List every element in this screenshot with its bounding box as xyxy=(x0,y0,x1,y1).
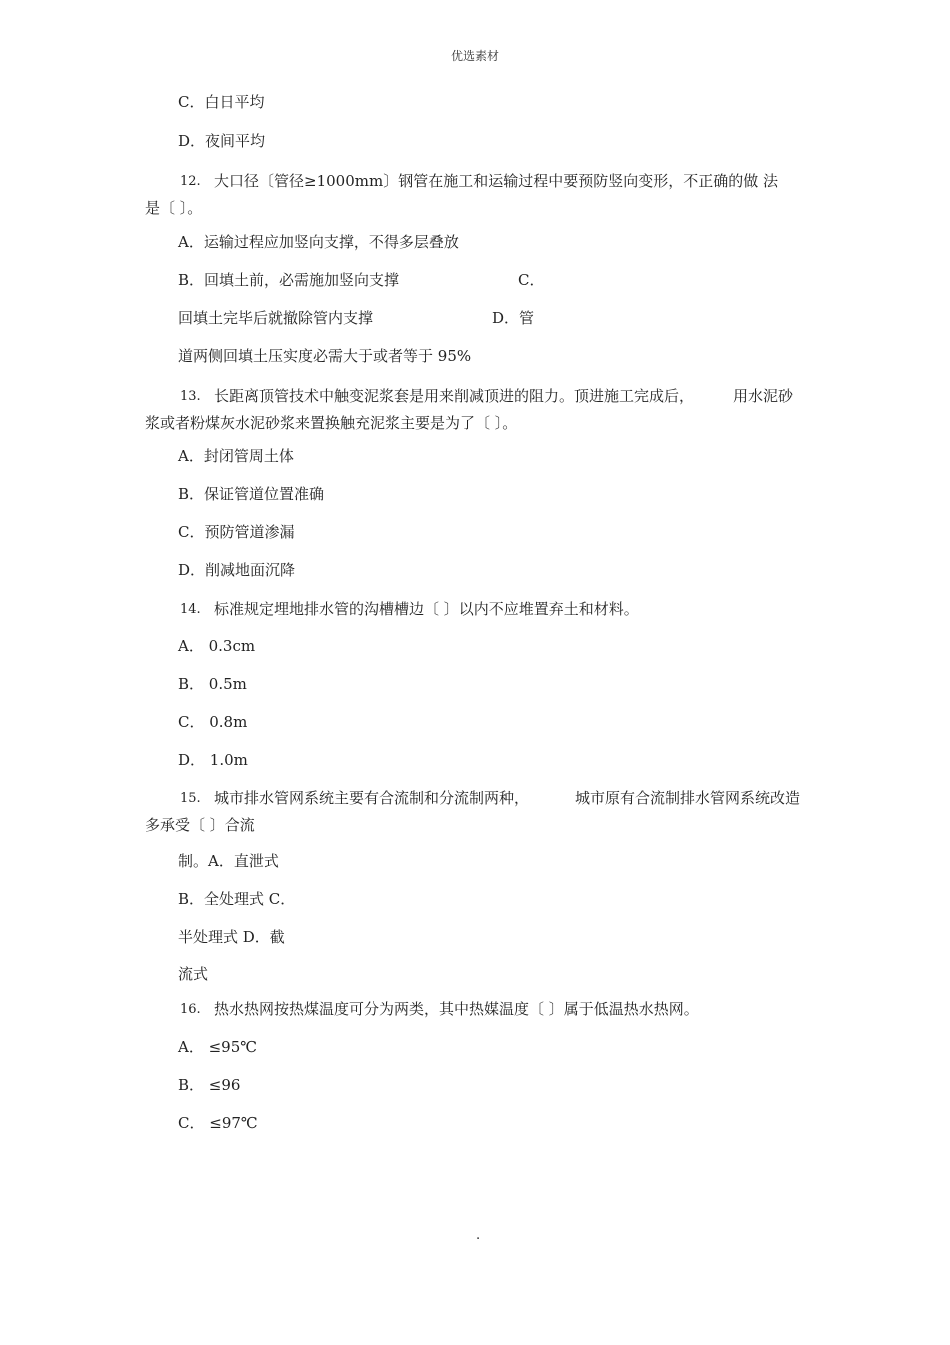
question-text: 城市原有合流制排水管网系统改造 xyxy=(575,789,801,807)
option-line: C．预防管道渗漏 xyxy=(178,523,295,541)
option-line: A．运输过程应加竖向支撑，不得多层叠放 xyxy=(178,233,459,251)
page-footer: . xyxy=(476,1228,481,1243)
option-line: C． ≤97℃ xyxy=(178,1114,258,1132)
option-line: C． xyxy=(518,271,545,289)
option-line: C． 0.8m xyxy=(178,713,248,731)
option-line: B． 0.5m xyxy=(178,675,247,693)
option-line: D． 1.0m xyxy=(178,751,248,769)
option-line: 制。A．直泄式 xyxy=(178,852,279,870)
option-line: 道两侧回填土压实度必需大于或者等于 95% xyxy=(178,347,472,365)
question-text: 用水泥砂 xyxy=(733,387,794,405)
question-text: 是〔 〕。 xyxy=(145,199,203,217)
option-line: C．白日平均 xyxy=(178,93,265,111)
question-number: 16. xyxy=(180,1002,201,1017)
question-text: 多承受〔 〕合流 xyxy=(145,816,255,834)
option-line: 流式 xyxy=(178,965,209,983)
page-header: 优选素材 xyxy=(451,49,500,63)
option-line: A． 0.3cm xyxy=(178,637,256,655)
option-line: B． ≤96 xyxy=(178,1076,241,1094)
question-text: 标准规定埋地排水管的沟槽槽边〔 〕以内不应堆置弃土和材料。 xyxy=(214,600,639,618)
option-line: A． ≤95℃ xyxy=(178,1038,258,1056)
question-number: 13. xyxy=(180,389,201,404)
option-line: B．全处理式 C． xyxy=(178,890,296,908)
question-text: 长距离顶管技术中触变泥浆套是用来削减顶进的阻力。顶进施工完成后， xyxy=(214,387,695,405)
option-line: 回填土完毕后就撤除管内支撑 xyxy=(178,309,374,327)
question-number: 12. xyxy=(180,174,201,189)
option-line: B．保证管道位置准确 xyxy=(178,485,325,503)
question-text: 浆或者粉煤灰水泥砂浆来置换触充泥浆主要是为了〔 〕。 xyxy=(145,414,518,432)
question-number: 14. xyxy=(180,602,201,617)
question-text: 热水热网按热煤温度可分为两类，其中热媒温度〔 〕属于低温热水热网。 xyxy=(214,1000,699,1018)
option-line: A．封闭管周土体 xyxy=(178,447,294,465)
question-text: 城市排水管网系统主要有合流制和分流制两种， xyxy=(214,789,530,807)
option-line: B．回填土前，必需施加竖向支撑 xyxy=(178,271,400,289)
question-number: 15. xyxy=(180,791,201,806)
option-line: D．削减地面沉降 xyxy=(178,561,296,579)
option-line: D．管 xyxy=(492,309,535,327)
option-line: 半处理式 D．截 xyxy=(178,928,285,946)
question-text: 大口径〔管径≥1000mm〕钢管在施工和运输过程中要预防竖向变形，不正确的做 法 xyxy=(214,172,778,190)
option-line: D．夜间平均 xyxy=(178,132,266,150)
